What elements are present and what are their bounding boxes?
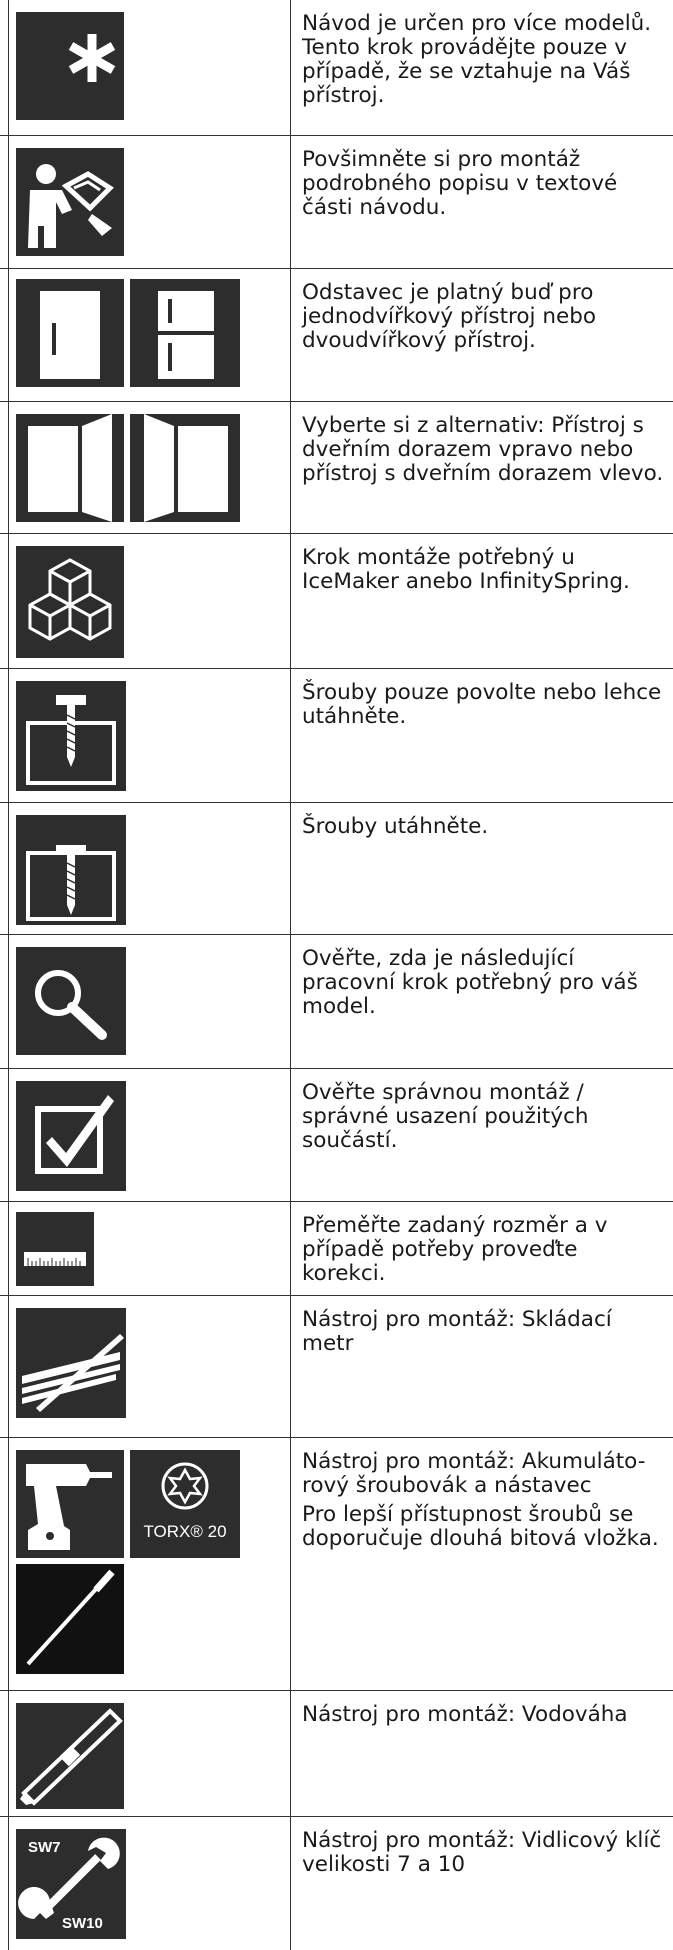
list-item [0, 1817, 673, 1950]
cordless-screwdriver-icon [16, 1450, 124, 1558]
ruler-icon [16, 1212, 94, 1286]
long-bit-icon [16, 1564, 124, 1674]
list-item [0, 669, 673, 803]
row-text: Nástroj pro montáž: Vodováha [302, 1702, 628, 1727]
list-item [0, 1691, 673, 1817]
read-manual-icon [16, 148, 124, 256]
row-text: Ověřte správnou montáž / správné usazení použitých součástí. [302, 1080, 589, 1153]
torx-bit-icon [130, 1450, 240, 1558]
list-item [0, 534, 673, 669]
list-item [0, 402, 673, 534]
row-text: Povšimněte si pro montáž podrobného popisu v textové části návodu. [302, 147, 618, 220]
row-text: Návod je určen pro více modelů. Tento krok provádějte pouze v případě, že se vztahuje na Váš přístroj. [302, 11, 652, 108]
ice-cubes-icon [16, 546, 124, 658]
magnifier-icon [16, 947, 126, 1055]
row-text: Odstavec je platný buď pro jednodvířkový přístroj nebo dvoudvířkový přístroj. [302, 280, 597, 353]
list-item [0, 136, 673, 269]
wrench-size-bottom: SW10 [62, 1915, 103, 1932]
list-item [0, 935, 673, 1069]
row-text: Vyberte si z alternativ: Přístroj s dveřním dorazem vpravo nebo přístroj s dveřním dorazem vlevo. [302, 413, 664, 486]
wrench-size-top: SW7 [28, 1839, 61, 1856]
list-item [0, 1438, 673, 1691]
folding-rule-icon [16, 1308, 126, 1418]
row-text: Nástroj pro montáž: Vidlicový klíč velikosti 7 a 10 [302, 1828, 662, 1877]
door-hinge-right-icon [16, 414, 124, 522]
list-item [0, 1296, 673, 1438]
torx-label: TORX® 20 [143, 1522, 227, 1541]
screw-tight-icon [16, 815, 126, 925]
row-text: Nástroj pro montáž: Skládací metr [302, 1307, 612, 1356]
list-item [0, 0, 673, 136]
door-hinge-left-icon [130, 414, 240, 522]
single-door-icon [16, 279, 124, 387]
double-door-icon [130, 279, 240, 387]
row-text: Krok montáže potřebný u IceMaker anebo InfinitySpring. [302, 545, 630, 594]
list-item [0, 803, 673, 935]
row-text: Ověřte, zda je následující pracovní krok potřebný pro váš model. [302, 946, 638, 1019]
row-text-group [302, 1450, 667, 1556]
row-note: Pro lepší přístupnost šroubů se doporučuje dlouhá bitová vložka. [302, 1502, 659, 1551]
asterisk-icon [16, 12, 124, 120]
row-text: Šrouby pouze povolte nebo lehce utáhněte. [302, 680, 662, 729]
row-text: Nástroj pro montáž: Akumuláto-rový šroubovák a nástavec [302, 1449, 646, 1498]
screw-loose-icon [16, 681, 126, 791]
wrench-icon [16, 1829, 126, 1939]
row-text: Přeměřte zadaný rozměr a v případě potřeby proveďte korekci. [302, 1213, 608, 1286]
list-item [0, 1202, 673, 1296]
checkbox-icon [16, 1081, 126, 1191]
spirit-level-icon [16, 1703, 124, 1809]
list-item [0, 1069, 673, 1202]
list-item [0, 269, 673, 402]
row-text: Šrouby utáhněte. [302, 814, 489, 839]
